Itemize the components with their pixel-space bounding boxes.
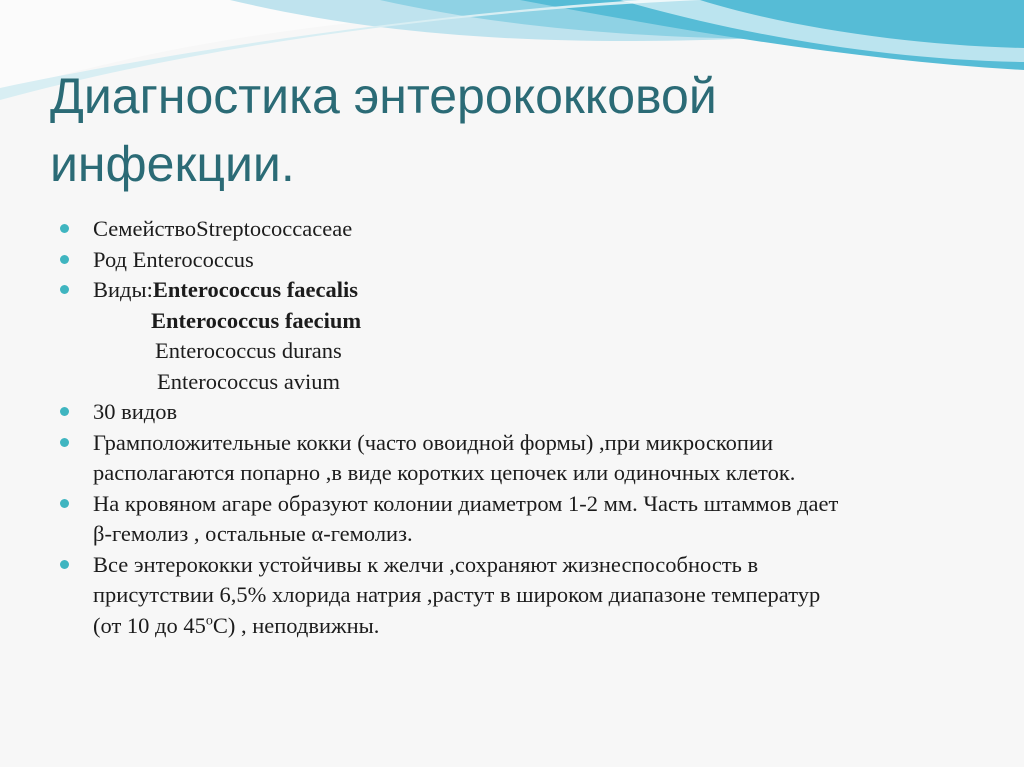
bile-text-line-2: присутствии 6,5% хлорида натрия ,растут в широком диапазоне температур bbox=[93, 582, 821, 607]
slide-title-line-1: Диагностика энтерококковой bbox=[50, 68, 717, 124]
bullet-item-family bbox=[60, 214, 1010, 245]
bullet-list bbox=[60, 214, 1010, 641]
species-faecium: Enterococcus faecium bbox=[151, 307, 362, 333]
slide-title-line-2: инфекции. bbox=[50, 136, 295, 192]
family-text: СемействоStreptococcaceae bbox=[93, 216, 353, 241]
bullet-dot-icon bbox=[60, 407, 69, 416]
species-line-avium bbox=[60, 367, 1010, 398]
species-line-faecium bbox=[60, 306, 1010, 337]
species-count-text: 30 видов bbox=[93, 399, 178, 424]
bullet-dot-icon bbox=[60, 224, 69, 233]
slide-title bbox=[50, 62, 717, 198]
blood-agar-text-line-1: На кровяном агаре образуют колонии диаметром 1-2 мм. Часть штаммов дает bbox=[93, 490, 839, 516]
bullet-dot-icon bbox=[60, 560, 69, 569]
species-avium: Enterococcus avium bbox=[157, 368, 341, 394]
bullet-item-blood-agar bbox=[60, 489, 1010, 550]
blood-agar-text-line-2: β-гемолиз , остальные α-гемолиз. bbox=[93, 521, 413, 546]
bullet-item-bile bbox=[60, 550, 1010, 642]
species-durans: Enterococcus durans bbox=[155, 338, 342, 363]
species-faecalis: Enterococcus faecalis bbox=[152, 277, 359, 302]
bile-text-line-3a: (от 10 до 45 bbox=[93, 612, 206, 638]
bullet-dot-icon bbox=[60, 499, 69, 508]
bullet-dot-icon bbox=[60, 438, 69, 447]
bullet-item-genus bbox=[60, 245, 1010, 276]
species-line-durans bbox=[60, 336, 1010, 367]
bullet-item-species bbox=[60, 275, 1010, 306]
bullet-dot-icon bbox=[60, 285, 69, 294]
bile-text-line-1: Все энтерококки устойчивы к желчи ,сохраняют жизнеспособность в bbox=[93, 551, 759, 577]
bullet-item-count bbox=[60, 397, 1010, 428]
bile-text-line-3b: С) , неподвижны. bbox=[212, 612, 380, 638]
bullet-item-gram bbox=[60, 428, 1010, 489]
gram-text-line-2: располагаются попарно ,в виде коротких цепочек или одиночных клеток. bbox=[93, 460, 796, 485]
bullet-dot-icon bbox=[60, 255, 69, 264]
species-label: Виды: bbox=[93, 277, 153, 302]
degree-superscript: о bbox=[205, 613, 213, 628]
genus-text: Род Enterococcus bbox=[93, 246, 254, 272]
gram-text-line-1: Грамположительные кокки (часто овоидной формы) ,при микроскопии bbox=[93, 429, 774, 455]
